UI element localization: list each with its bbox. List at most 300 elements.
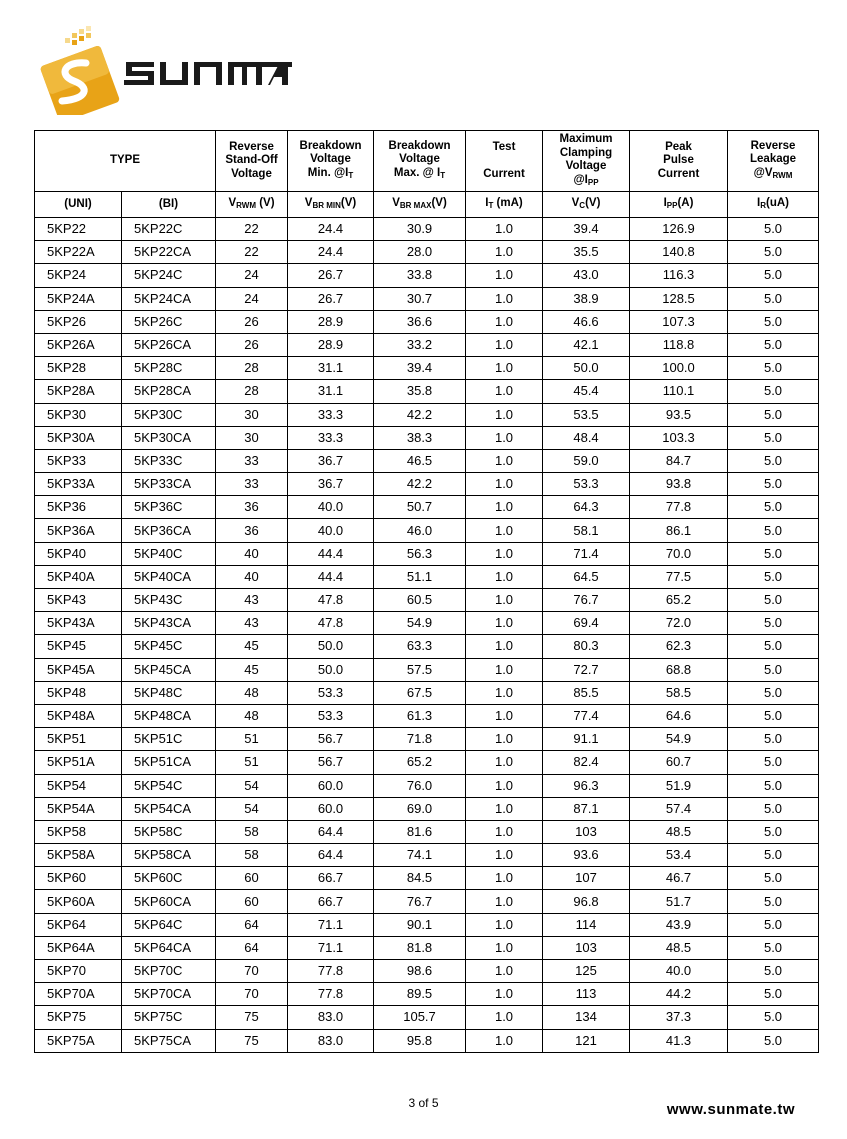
vbr-min-value: 28.9: [288, 333, 374, 356]
peak-current-value: 118.8: [630, 333, 728, 356]
vbr-min-value: 56.7: [288, 751, 374, 774]
leakage-value: 5.0: [728, 473, 819, 496]
vrwm-value: 60: [216, 867, 288, 890]
vbr-min-value: 56.7: [288, 728, 374, 751]
uni-type: 5KP54A: [35, 797, 122, 820]
leakage-value: 5.0: [728, 867, 819, 890]
table-row: [35, 565, 819, 588]
table-row: [35, 658, 819, 681]
bi-type: 5KP75C: [122, 1006, 216, 1029]
bi-type: 5KP64C: [122, 913, 216, 936]
vc-unit: $V_C(V)$: [543, 192, 630, 218]
leakage-value: 5.0: [728, 542, 819, 565]
uni-type: 5KP64: [35, 913, 122, 936]
clamping-voltage-header: Maximum Clamping Voltage $@I_{PP}$: [543, 131, 630, 192]
test-current-value: 1.0: [466, 728, 543, 751]
vbr-min-value: 40.0: [288, 519, 374, 542]
vbr-max-value: 56.3: [374, 542, 466, 565]
uni-type: 5KP58: [35, 820, 122, 843]
vbr-max-value: 67.5: [374, 681, 466, 704]
bi-type: 5KP30CA: [122, 426, 216, 449]
test-current-value: 1.0: [466, 681, 543, 704]
peak-current-value: 65.2: [630, 589, 728, 612]
vrwm-value: 54: [216, 774, 288, 797]
vrwm-value: 45: [216, 635, 288, 658]
vrwm-value: 70: [216, 960, 288, 983]
table-row: [35, 589, 819, 612]
peak-current-value: 46.7: [630, 867, 728, 890]
uni-type: 5KP75A: [35, 1029, 122, 1052]
vbr-min-value: 44.4: [288, 542, 374, 565]
breakdown-max-header: Breakdown Voltage Max. @ $I_T$: [374, 131, 466, 192]
bi-type: 5KP33C: [122, 449, 216, 472]
it-unit: $I_T$ (mA): [466, 192, 543, 218]
vbr-max-value: 42.2: [374, 403, 466, 426]
clamping-value: 53.5: [543, 403, 630, 426]
uni-type: 5KP26A: [35, 333, 122, 356]
vbr-max-value: 33.2: [374, 333, 466, 356]
peak-current-value: 48.5: [630, 820, 728, 843]
sunmate-logo-icon: [34, 25, 304, 115]
peak-current-value: 40.0: [630, 960, 728, 983]
breakdown-min-header: Breakdown Voltage Min. $@I_T$: [288, 131, 374, 192]
vbr-min-value: 28.9: [288, 310, 374, 333]
vrwm-value: 75: [216, 1029, 288, 1052]
clamping-value: 103: [543, 936, 630, 959]
uni-type: 5KP45: [35, 635, 122, 658]
bi-type: 5KP48CA: [122, 704, 216, 727]
table-row: [35, 681, 819, 704]
uni-type: 5KP43: [35, 589, 122, 612]
bi-type: 5KP45CA: [122, 658, 216, 681]
table-row: [35, 960, 819, 983]
clamping-value: 114: [543, 913, 630, 936]
uni-type: 5KP75: [35, 1006, 122, 1029]
uni-type: 5KP40: [35, 542, 122, 565]
clamping-value: 45.4: [543, 380, 630, 403]
test-current-value: 1.0: [466, 1006, 543, 1029]
test-current-value: 1.0: [466, 751, 543, 774]
leakage-value: 5.0: [728, 380, 819, 403]
vrwm-value: 48: [216, 704, 288, 727]
header-row: [35, 131, 819, 192]
vbr-min-value: 33.3: [288, 426, 374, 449]
vbr-min-value: 31.1: [288, 380, 374, 403]
clamping-value: 85.5: [543, 681, 630, 704]
table-row: [35, 473, 819, 496]
bi-type: 5KP58C: [122, 820, 216, 843]
bi-type: 5KP24CA: [122, 287, 216, 310]
test-current-value: 1.0: [466, 983, 543, 1006]
table-row: [35, 936, 819, 959]
vbr-max-value: 38.3: [374, 426, 466, 449]
leakage-value: 5.0: [728, 241, 819, 264]
table-row: [35, 751, 819, 774]
bi-type: 5KP22CA: [122, 241, 216, 264]
bi-type: 5KP22C: [122, 218, 216, 241]
leakage-value: 5.0: [728, 612, 819, 635]
bi-type: 5KP58CA: [122, 844, 216, 867]
vrwm-value: 22: [216, 218, 288, 241]
test-current-value: 1.0: [466, 774, 543, 797]
uni-type: 5KP22A: [35, 241, 122, 264]
vbr-min-value: 53.3: [288, 704, 374, 727]
bi-type: 5KP28CA: [122, 380, 216, 403]
vbr-max-value: 63.3: [374, 635, 466, 658]
vrwm-value: 28: [216, 357, 288, 380]
bi-type: 5KP26C: [122, 310, 216, 333]
bi-type: 5KP70CA: [122, 983, 216, 1006]
vbr-max-value: 30.9: [374, 218, 466, 241]
leakage-value: 5.0: [728, 728, 819, 751]
clamping-value: 125: [543, 960, 630, 983]
clamping-value: 113: [543, 983, 630, 1006]
test-current-value: 1.0: [466, 333, 543, 356]
table-row: [35, 519, 819, 542]
leakage-value: 5.0: [728, 403, 819, 426]
clamping-value: 77.4: [543, 704, 630, 727]
leakage-value: 5.0: [728, 218, 819, 241]
bi-type: 5KP30C: [122, 403, 216, 426]
test-current-value: 1.0: [466, 658, 543, 681]
test-current-value: 1.0: [466, 449, 543, 472]
vrwm-value: 58: [216, 820, 288, 843]
clamping-value: 39.4: [543, 218, 630, 241]
vbr-max-value: 76.7: [374, 890, 466, 913]
vrwm-value: 24: [216, 264, 288, 287]
test-current-value: 1.0: [466, 565, 543, 588]
ir-unit: $I_R(uA)$: [728, 192, 819, 218]
vrwm-value: 51: [216, 728, 288, 751]
peak-current-value: 51.9: [630, 774, 728, 797]
test-current-value: 1.0: [466, 542, 543, 565]
bi-type: 5KP45C: [122, 635, 216, 658]
peak-current-value: 110.1: [630, 380, 728, 403]
uni-type: 5KP60: [35, 867, 122, 890]
clamping-value: 103: [543, 820, 630, 843]
vbr-min-value: 47.8: [288, 612, 374, 635]
bi-type: 5KP40CA: [122, 565, 216, 588]
peak-current-value: 62.3: [630, 635, 728, 658]
vbr-max-value: 35.8: [374, 380, 466, 403]
vbr-min-value: 40.0: [288, 496, 374, 519]
leakage-value: 5.0: [728, 751, 819, 774]
vbr-min-value: 66.7: [288, 867, 374, 890]
vbr-min-value: 47.8: [288, 589, 374, 612]
vbr-min-value: 31.1: [288, 357, 374, 380]
test-current-value: 1.0: [466, 612, 543, 635]
uni-type: 5KP30A: [35, 426, 122, 449]
table-row: [35, 890, 819, 913]
test-current-value: 1.0: [466, 913, 543, 936]
leakage-value: 5.0: [728, 960, 819, 983]
bi-type: 5KP64CA: [122, 936, 216, 959]
vbr-min-value: 83.0: [288, 1029, 374, 1052]
uni-type: 5KP48A: [35, 704, 122, 727]
table-row: [35, 218, 819, 241]
bi-type: 5KP40C: [122, 542, 216, 565]
uni-type: 5KP26: [35, 310, 122, 333]
page-number: 3 of 5: [408, 1096, 439, 1110]
spec-table: [34, 130, 819, 1053]
vbr-max-value: 84.5: [374, 867, 466, 890]
bi-type: 5KP36CA: [122, 519, 216, 542]
peak-current-value: 77.5: [630, 565, 728, 588]
table-row: [35, 287, 819, 310]
peak-pulse-header: Peak Pulse Current: [630, 131, 728, 192]
peak-current-value: 43.9: [630, 913, 728, 936]
vrwm-value: 60: [216, 890, 288, 913]
table-row: [35, 310, 819, 333]
reverse-leakage-header: Reverse Leakage $@V_{RWM}$: [728, 131, 819, 192]
leakage-value: 5.0: [728, 820, 819, 843]
peak-current-value: 84.7: [630, 449, 728, 472]
table-row: [35, 357, 819, 380]
peak-current-value: 103.3: [630, 426, 728, 449]
bi-type: 5KP60C: [122, 867, 216, 890]
table-row: [35, 333, 819, 356]
uni-type: 5KP28A: [35, 380, 122, 403]
leakage-value: 5.0: [728, 287, 819, 310]
bi-type: 5KP43CA: [122, 612, 216, 635]
vrwm-value: 54: [216, 797, 288, 820]
peak-current-value: 86.1: [630, 519, 728, 542]
clamping-value: 134: [543, 1006, 630, 1029]
clamping-value: 107: [543, 867, 630, 890]
table-row: [35, 426, 819, 449]
uni-unit: (UNI): [35, 192, 122, 218]
vbr-max-value: 98.6: [374, 960, 466, 983]
clamping-value: 53.3: [543, 473, 630, 496]
test-current-value: 1.0: [466, 310, 543, 333]
leakage-value: 5.0: [728, 565, 819, 588]
ipp-unit: $I_{PP}(A)$: [630, 192, 728, 218]
table-row: [35, 635, 819, 658]
uni-type: 5KP24: [35, 264, 122, 287]
clamping-value: 35.5: [543, 241, 630, 264]
bi-type: 5KP36C: [122, 496, 216, 519]
vbr-min-value: 26.7: [288, 287, 374, 310]
peak-current-value: 64.6: [630, 704, 728, 727]
vbr-min-value: 71.1: [288, 936, 374, 959]
vbr-max-value: 46.0: [374, 519, 466, 542]
uni-type: 5KP22: [35, 218, 122, 241]
table-row: [35, 820, 819, 843]
peak-current-value: 140.8: [630, 241, 728, 264]
uni-type: 5KP45A: [35, 658, 122, 681]
uni-type: 5KP36: [35, 496, 122, 519]
vbr-max-value: 81.6: [374, 820, 466, 843]
uni-type: 5KP33A: [35, 473, 122, 496]
vbr-max-value: 76.0: [374, 774, 466, 797]
table-row: [35, 241, 819, 264]
reverse-standoff-header: Reverse Stand-Off Voltage: [216, 131, 288, 192]
clamping-value: 64.3: [543, 496, 630, 519]
test-current-value: 1.0: [466, 287, 543, 310]
vbr-max-value: 61.3: [374, 704, 466, 727]
uni-type: 5KP51: [35, 728, 122, 751]
bi-type: 5KP70C: [122, 960, 216, 983]
bi-type: 5KP33CA: [122, 473, 216, 496]
test-current-value: 1.0: [466, 380, 543, 403]
leakage-value: 5.0: [728, 681, 819, 704]
table-row: [35, 867, 819, 890]
vrwm-value: 33: [216, 473, 288, 496]
logo-wordmark: [124, 62, 292, 85]
table-row: [35, 403, 819, 426]
table-row: [35, 797, 819, 820]
clamping-value: 38.9: [543, 287, 630, 310]
vbr-max-value: 65.2: [374, 751, 466, 774]
uni-type: 5KP51A: [35, 751, 122, 774]
uni-type: 5KP28: [35, 357, 122, 380]
table-row: [35, 612, 819, 635]
clamping-value: 76.7: [543, 589, 630, 612]
leakage-value: 5.0: [728, 658, 819, 681]
test-current-header: Test Current: [466, 131, 543, 192]
leakage-value: 5.0: [728, 704, 819, 727]
vbr-max-value: 105.7: [374, 1006, 466, 1029]
peak-current-value: 44.2: [630, 983, 728, 1006]
clamping-value: 82.4: [543, 751, 630, 774]
vrwm-value: 75: [216, 1006, 288, 1029]
test-current-value: 1.0: [466, 426, 543, 449]
test-current-value: 1.0: [466, 820, 543, 843]
table-row: [35, 1006, 819, 1029]
peak-current-value: 37.3: [630, 1006, 728, 1029]
uni-type: 5KP40A: [35, 565, 122, 588]
type-header: TYPE: [35, 131, 216, 192]
vbr-min-value: 50.0: [288, 635, 374, 658]
leakage-value: 5.0: [728, 936, 819, 959]
table-row: [35, 449, 819, 472]
clamping-value: 69.4: [543, 612, 630, 635]
vrwm-value: 26: [216, 333, 288, 356]
clamping-value: 43.0: [543, 264, 630, 287]
peak-current-value: 126.9: [630, 218, 728, 241]
test-current-value: 1.0: [466, 960, 543, 983]
uni-type: 5KP48: [35, 681, 122, 704]
test-current-value: 1.0: [466, 936, 543, 959]
uni-type: 5KP30: [35, 403, 122, 426]
vrwm-value: 70: [216, 983, 288, 1006]
vbr-max-value: 36.6: [374, 310, 466, 333]
vbr-max-value: 51.1: [374, 565, 466, 588]
vbr-max-value: 89.5: [374, 983, 466, 1006]
bi-type: 5KP43C: [122, 589, 216, 612]
bi-type: 5KP54C: [122, 774, 216, 797]
vrwm-value: 28: [216, 380, 288, 403]
leakage-value: 5.0: [728, 913, 819, 936]
clamping-value: 58.1: [543, 519, 630, 542]
vbr-min-value: 64.4: [288, 844, 374, 867]
clamping-value: 87.1: [543, 797, 630, 820]
uni-type: 5KP36A: [35, 519, 122, 542]
peak-current-value: 116.3: [630, 264, 728, 287]
leakage-value: 5.0: [728, 496, 819, 519]
units-row: [35, 192, 819, 218]
bi-type: 5KP48C: [122, 681, 216, 704]
uni-type: 5KP70A: [35, 983, 122, 1006]
leakage-value: 5.0: [728, 357, 819, 380]
peak-current-value: 54.9: [630, 728, 728, 751]
peak-current-value: 58.5: [630, 681, 728, 704]
bi-unit: (BI): [122, 192, 216, 218]
clamping-value: 46.6: [543, 310, 630, 333]
vbr-max-value: 42.2: [374, 473, 466, 496]
vbr-max-value: 71.8: [374, 728, 466, 751]
uni-type: 5KP60A: [35, 890, 122, 913]
vrwm-value: 30: [216, 403, 288, 426]
test-current-value: 1.0: [466, 589, 543, 612]
vbr-max-value: 28.0: [374, 241, 466, 264]
clamping-value: 96.8: [543, 890, 630, 913]
bi-type: 5KP54CA: [122, 797, 216, 820]
table-row: [35, 496, 819, 519]
table-row: [35, 380, 819, 403]
vbr-max-value: 57.5: [374, 658, 466, 681]
test-current-value: 1.0: [466, 218, 543, 241]
vbr-min-value: 77.8: [288, 983, 374, 1006]
spec-table-body: [35, 218, 819, 1053]
test-current-value: 1.0: [466, 797, 543, 820]
clamping-value: 64.5: [543, 565, 630, 588]
peak-current-value: 72.0: [630, 612, 728, 635]
vrwm-value: 22: [216, 241, 288, 264]
vbr-max-value: 74.1: [374, 844, 466, 867]
vbr-max-value: 30.7: [374, 287, 466, 310]
table-row: [35, 264, 819, 287]
clamping-value: 121: [543, 1029, 630, 1052]
leakage-value: 5.0: [728, 844, 819, 867]
vbr-min-value: 77.8: [288, 960, 374, 983]
vrwm-value: 45: [216, 658, 288, 681]
logo-pixel-pattern: [65, 26, 91, 45]
vrwm-value: 64: [216, 913, 288, 936]
clamping-value: 59.0: [543, 449, 630, 472]
table-row: [35, 774, 819, 797]
website-url: www.sunmate.tw: [666, 1101, 795, 1118]
vbr-min-value: 60.0: [288, 797, 374, 820]
peak-current-value: 93.8: [630, 473, 728, 496]
vbr-min-value: 36.7: [288, 473, 374, 496]
leakage-value: 5.0: [728, 449, 819, 472]
vrwm-value: 51: [216, 751, 288, 774]
bi-type: 5KP60CA: [122, 890, 216, 913]
bi-type: 5KP51CA: [122, 751, 216, 774]
leakage-value: 5.0: [728, 1006, 819, 1029]
bi-type: 5KP75CA: [122, 1029, 216, 1052]
vbr-max-value: 90.1: [374, 913, 466, 936]
test-current-value: 1.0: [466, 1029, 543, 1052]
leakage-value: 5.0: [728, 983, 819, 1006]
peak-current-value: 93.5: [630, 403, 728, 426]
peak-current-value: 51.7: [630, 890, 728, 913]
leakage-value: 5.0: [728, 1029, 819, 1052]
vbr-min-value: 71.1: [288, 913, 374, 936]
bi-type: 5KP51C: [122, 728, 216, 751]
uni-type: 5KP64A: [35, 936, 122, 959]
clamping-value: 48.4: [543, 426, 630, 449]
peak-current-value: 77.8: [630, 496, 728, 519]
peak-current-value: 60.7: [630, 751, 728, 774]
leakage-value: 5.0: [728, 264, 819, 287]
vbr-min-value: 53.3: [288, 681, 374, 704]
uni-type: 5KP24A: [35, 287, 122, 310]
peak-current-value: 53.4: [630, 844, 728, 867]
vbr-min-value: 83.0: [288, 1006, 374, 1029]
uni-type: 5KP54: [35, 774, 122, 797]
